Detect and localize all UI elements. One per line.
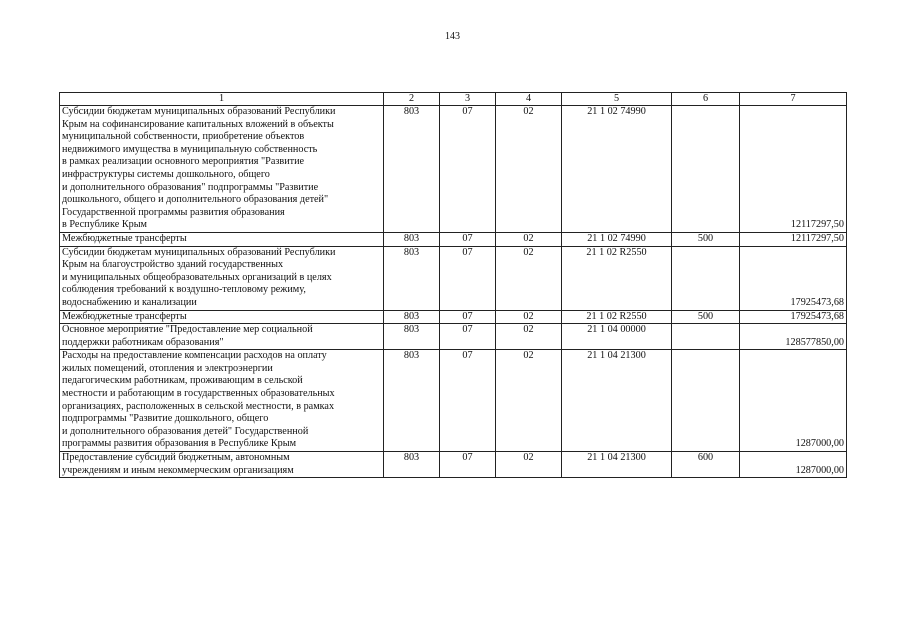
description-line: Межбюджетные трансферты — [62, 310, 187, 322]
description-line: Основное мероприятие "Предоставление мер социальной — [62, 324, 313, 336]
subsection-code-cell: 02 — [496, 246, 562, 310]
subsection-code-cell: 02 — [496, 324, 562, 350]
description-line: Субсидии бюджетам муниципальных образований Республики — [62, 246, 336, 258]
section-code-cell: 07 — [440, 310, 496, 324]
table-row — [60, 452, 847, 478]
header-cell: 5 — [562, 93, 672, 106]
description-cell — [60, 106, 384, 233]
subsection-code-cell: 02 — [496, 350, 562, 452]
description-line: недвижимого имущества в муниципальную собственность — [62, 143, 318, 155]
description-line: Предоставление субсидий бюджетным, автономным — [62, 452, 290, 464]
target-article-cell: 21 1 02 R2550 — [562, 246, 672, 310]
ministry-code-cell: 803 — [384, 350, 440, 452]
header-cell: 2 — [384, 93, 440, 106]
description-cell — [60, 246, 384, 310]
description-line: Межбюджетные трансферты — [62, 232, 187, 244]
subsection-code-cell: 02 — [496, 310, 562, 324]
section-code-cell: 07 — [440, 246, 496, 310]
description-line: соблюдения требований к воздушно-тепловому режиму, — [62, 284, 306, 296]
description-line: и дополнительного образования детей" Государственной — [62, 425, 309, 437]
expense-type-cell — [672, 350, 740, 452]
table-row — [60, 324, 847, 350]
amount-cell: 17925473,68 — [740, 246, 847, 310]
ministry-code-cell: 803 — [384, 106, 440, 233]
target-article-cell: 21 1 02 74990 — [562, 106, 672, 233]
budget-table — [59, 92, 847, 478]
description-line: дошкольного, общего и дополнительного образования детей" — [62, 194, 329, 206]
description-line: инфраструктуры системы дошкольного, общего — [62, 168, 270, 180]
section-code-cell: 07 — [440, 324, 496, 350]
ministry-code-cell: 803 — [384, 324, 440, 350]
target-article-cell: 21 1 04 21300 — [562, 452, 672, 478]
description-cell — [60, 324, 384, 350]
description-line: местности и работающим в государственных образовательных — [62, 388, 335, 400]
description-line: и муниципальных общеобразовательных организаций в целях — [62, 271, 332, 283]
expense-type-cell — [672, 324, 740, 350]
description-cell — [60, 310, 384, 324]
header-cell: 4 — [496, 93, 562, 106]
amount-cell: 1287000,00 — [740, 452, 847, 478]
expense-type-cell: 500 — [672, 232, 740, 246]
description-line: педагогическим работникам, проживающим в сельской — [62, 375, 303, 387]
description-cell — [60, 232, 384, 246]
description-line: муниципальной собственности, приобретение объектов — [62, 131, 305, 143]
header-cell: 1 — [60, 93, 384, 106]
amount-cell: 128577850,00 — [740, 324, 847, 350]
description-line: поддержки работникам образования" — [62, 336, 224, 348]
description-cell — [60, 452, 384, 478]
page-number: 143 — [445, 31, 460, 42]
description-line: в Республике Крым — [62, 219, 148, 231]
description-line: Государственной программы развития образования — [62, 206, 285, 218]
table-row — [60, 246, 847, 310]
table-row — [60, 106, 847, 233]
description-line: в рамках реализации основного мероприятия "Развитие — [62, 156, 305, 168]
header-cell: 6 — [672, 93, 740, 106]
table-row — [60, 232, 847, 246]
description-line: жилых помещений, отопления и электроэнергии — [62, 362, 273, 374]
subsection-code-cell: 02 — [496, 106, 562, 233]
amount-cell: 12117297,50 — [740, 232, 847, 246]
section-code-cell: 07 — [440, 232, 496, 246]
description-line: программы развития образования в Республике Крым — [62, 438, 297, 450]
expense-type-cell: 600 — [672, 452, 740, 478]
ministry-code-cell: 803 — [384, 452, 440, 478]
amount-cell: 1287000,00 — [740, 350, 847, 452]
ministry-code-cell: 803 — [384, 310, 440, 324]
ministry-code-cell: 803 — [384, 246, 440, 310]
header-cell: 3 — [440, 93, 496, 106]
section-code-cell: 07 — [440, 106, 496, 233]
description-line: Субсидии бюджетам муниципальных образований Республики — [62, 106, 336, 117]
description-line: водоснабжению и канализации — [62, 296, 197, 308]
section-code-cell: 07 — [440, 350, 496, 452]
target-article-cell: 21 1 04 00000 — [562, 324, 672, 350]
description-cell — [60, 350, 384, 452]
expense-type-cell — [672, 246, 740, 310]
subsection-code-cell: 02 — [496, 232, 562, 246]
amount-cell: 12117297,50 — [740, 106, 847, 233]
amount-cell: 17925473,68 — [740, 310, 847, 324]
target-article-cell: 21 1 02 R2550 — [562, 310, 672, 324]
description-line: Крым на софинансирование капитальных вложений в объекты — [62, 118, 334, 130]
table-row — [60, 310, 847, 324]
header-row — [60, 93, 847, 106]
target-article-cell: 21 1 04 21300 — [562, 350, 672, 452]
target-article-cell: 21 1 02 74990 — [562, 232, 672, 246]
description-line: организациях, расположенных в сельской местности, в рамках — [62, 400, 335, 412]
subsection-code-cell: 02 — [496, 452, 562, 478]
expense-type-cell: 500 — [672, 310, 740, 324]
description-line: и дополнительного образования" подпрограммы "Развитие — [62, 181, 319, 193]
description-line: подпрограммы "Развитие дошкольного, общего — [62, 413, 269, 425]
description-line: Крым на благоустройство зданий государственных — [62, 259, 284, 271]
description-line: учреждениям и иным некоммерческим организациям — [62, 464, 294, 476]
ministry-code-cell: 803 — [384, 232, 440, 246]
section-code-cell: 07 — [440, 452, 496, 478]
table-row — [60, 350, 847, 452]
expense-type-cell — [672, 106, 740, 233]
header-cell: 7 — [740, 93, 847, 106]
description-line: Расходы на предоставление компенсации расходов на оплату — [62, 350, 327, 362]
